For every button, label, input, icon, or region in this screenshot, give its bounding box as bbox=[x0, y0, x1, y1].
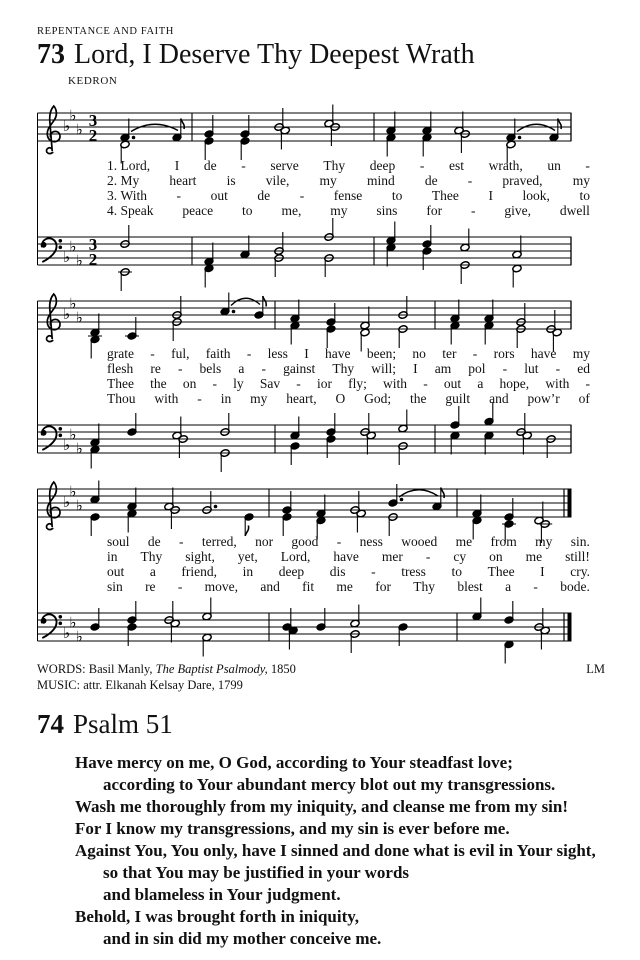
lyric-token: sight, bbox=[185, 549, 215, 564]
lyric-token: - bbox=[533, 579, 538, 594]
lyric-token: Thee bbox=[107, 376, 134, 391]
lyric-token: been; bbox=[366, 346, 397, 361]
lyric-token: God; bbox=[364, 391, 392, 406]
treble-staff-3 bbox=[37, 473, 572, 529]
time-signature-numeral: 3 bbox=[88, 235, 98, 254]
lyric-token: guilt bbox=[445, 391, 471, 406]
bass-staff-1 bbox=[37, 221, 572, 277]
system-left-barline bbox=[37, 301, 38, 453]
lyric-line bbox=[107, 173, 590, 188]
lyric-token: a bbox=[149, 564, 156, 579]
lyric-token: Thee bbox=[431, 188, 459, 203]
lyric-line bbox=[107, 203, 590, 218]
psalm-line: and in sin did my mother conceive me. bbox=[103, 929, 382, 948]
augmentation-dot bbox=[214, 505, 218, 509]
augmentation-dot bbox=[232, 310, 236, 314]
lyric-token: my bbox=[535, 534, 553, 549]
lyric-token: - bbox=[246, 346, 252, 361]
lyric-token: tress bbox=[401, 564, 426, 579]
lyric-token: ed bbox=[577, 361, 590, 376]
lyric-token: heart bbox=[169, 173, 197, 188]
time-signature-numeral: 2 bbox=[88, 126, 98, 145]
lyric-token: - bbox=[585, 158, 590, 173]
lyric-line bbox=[107, 564, 590, 579]
lyric-token: have bbox=[530, 346, 557, 361]
lyric-token: de bbox=[147, 534, 161, 549]
lyric-token: faith bbox=[205, 346, 231, 361]
lyric-token: move, bbox=[204, 579, 239, 594]
lyric-token: wrath, bbox=[488, 158, 523, 173]
augmentation-dot bbox=[518, 136, 522, 140]
lyric-token: a bbox=[477, 376, 484, 391]
flat-sign: ♭ bbox=[69, 482, 77, 501]
lyric-line bbox=[107, 534, 590, 549]
lyric-token: I bbox=[540, 564, 545, 579]
lyric-token: de bbox=[424, 173, 438, 188]
lyric-token: - bbox=[467, 173, 473, 188]
lyric-token: still! bbox=[565, 549, 590, 564]
psalm-line: so that You may be justified in your words bbox=[103, 863, 410, 882]
psalm-line: Against You, You only, have I sinned and done what is evil in Your sight, bbox=[75, 841, 596, 860]
lyric-token: my bbox=[250, 391, 268, 406]
lyric-token: pol bbox=[468, 361, 486, 376]
hymn-header bbox=[37, 26, 605, 87]
lyric-token: will; bbox=[371, 361, 397, 376]
lyric-token: is bbox=[226, 173, 236, 188]
lyric-token: my bbox=[330, 203, 348, 218]
system-left-barline bbox=[37, 113, 38, 265]
lyric-token: ter bbox=[442, 346, 457, 361]
lyric-token: me bbox=[336, 579, 353, 594]
lyric-token: with bbox=[383, 376, 408, 391]
lyric-token: grate bbox=[107, 346, 134, 361]
reading-number: 74 bbox=[37, 709, 64, 739]
psalm-line: Behold, I was brought forth in iniquity, bbox=[75, 907, 360, 926]
lyric-token: serve bbox=[270, 158, 299, 173]
lyric-token: out bbox=[210, 188, 228, 203]
lyric-token: no bbox=[412, 346, 426, 361]
lyric-token: Thy bbox=[413, 579, 436, 594]
music-score bbox=[37, 97, 605, 653]
lyric-token: vile, bbox=[265, 173, 290, 188]
category-header: REPENTANCE AND FAITH bbox=[37, 26, 174, 37]
lyric-token: - bbox=[178, 534, 184, 549]
lyric-token: - bbox=[241, 158, 246, 173]
psalm-line: according to Your abundant mercy blot out my transgressions. bbox=[103, 775, 556, 794]
lyric-token: Thy bbox=[332, 361, 355, 376]
lyric-token: friend, bbox=[181, 564, 218, 579]
lyric-token: the bbox=[150, 376, 167, 391]
lyric-token: cy bbox=[453, 549, 467, 564]
tie-arc bbox=[517, 124, 555, 131]
flat-sign: ♭ bbox=[63, 623, 71, 642]
lyric-token: mind bbox=[366, 173, 395, 188]
bass-staff-3 bbox=[37, 597, 572, 653]
lyric-token: Thy bbox=[323, 158, 346, 173]
lyric-token: lut bbox=[524, 361, 539, 376]
psalm-reading bbox=[37, 708, 605, 950]
flat-sign: ♭ bbox=[63, 435, 71, 454]
lyric-token: - bbox=[177, 361, 183, 376]
lyric-token: sin bbox=[107, 579, 123, 594]
flat-sign: ♭ bbox=[75, 627, 83, 646]
lyric-line bbox=[107, 346, 590, 361]
flat-sign: ♭ bbox=[69, 613, 77, 632]
lyric-token: of bbox=[578, 391, 590, 406]
lyric-token: give, bbox=[504, 203, 532, 218]
lyric-token: O bbox=[335, 391, 346, 406]
words-credit bbox=[37, 661, 296, 677]
lyric-token: yet, bbox=[237, 549, 258, 564]
lyric-token: - bbox=[212, 376, 217, 391]
lyric-token: and bbox=[260, 579, 280, 594]
lyric-token: 3. With bbox=[107, 188, 147, 203]
flat-sign: ♭ bbox=[75, 120, 83, 139]
lyric-token: - bbox=[470, 203, 476, 218]
lyric-token: - bbox=[472, 346, 478, 361]
lyric-token: soul bbox=[107, 534, 130, 549]
tie-arc bbox=[231, 298, 260, 305]
music-system-1 bbox=[37, 97, 605, 277]
augmentation-dot bbox=[132, 136, 136, 140]
lyric-token: in bbox=[107, 549, 118, 564]
lyric-token: est bbox=[448, 158, 464, 173]
lyric-token: gainst bbox=[283, 361, 316, 376]
lyric-token: - bbox=[423, 376, 428, 391]
lyric-token: nor bbox=[255, 534, 274, 549]
lyric-token: un bbox=[547, 158, 561, 173]
hymn-number: 73 bbox=[37, 39, 65, 70]
lyric-token: Sav bbox=[259, 376, 281, 391]
lyric-token: - bbox=[585, 376, 590, 391]
lyric-token: fense bbox=[333, 188, 363, 203]
lyric-token: - bbox=[261, 361, 266, 376]
lyric-token: rors bbox=[493, 346, 515, 361]
lyric-token: I bbox=[413, 361, 418, 376]
lyric-line bbox=[107, 361, 590, 376]
reading-title-line bbox=[37, 708, 605, 740]
flat-sign: ♭ bbox=[63, 247, 71, 266]
treble-staff-1 bbox=[37, 97, 572, 153]
lyric-token: - bbox=[555, 361, 561, 376]
lyric-token: - bbox=[197, 391, 202, 406]
lyric-token: my bbox=[572, 173, 590, 188]
lyric-line bbox=[107, 579, 590, 594]
lyric-token: dis bbox=[329, 564, 346, 579]
lyric-token: me, bbox=[281, 203, 302, 218]
lyric-line bbox=[107, 376, 590, 391]
lyric-token: 1. Lord, bbox=[107, 158, 151, 173]
lyric-token: de bbox=[257, 188, 271, 203]
lyric-line bbox=[107, 158, 590, 173]
lyric-token: mer bbox=[381, 549, 403, 564]
lyric-token: - bbox=[299, 188, 305, 203]
lyric-token: wooed bbox=[401, 534, 438, 549]
hymn-title-line bbox=[37, 39, 605, 71]
lyric-token: - bbox=[419, 158, 425, 173]
music-system-3 bbox=[37, 473, 605, 653]
lyrics-block-2 bbox=[107, 341, 590, 409]
lyric-token: 2. My bbox=[107, 173, 140, 188]
time-signature-numeral: 2 bbox=[88, 250, 98, 269]
flat-sign: ♭ bbox=[75, 496, 83, 515]
flat-sign: ♭ bbox=[63, 304, 71, 323]
lyric-token: I bbox=[304, 346, 309, 361]
lyric-token: de bbox=[203, 158, 217, 173]
lyric-line bbox=[107, 188, 590, 203]
lyric-token: praved, bbox=[502, 173, 543, 188]
lyric-token: 4. Speak bbox=[107, 203, 154, 218]
psalm-line: and blameless in Your judgment. bbox=[103, 885, 341, 904]
lyric-token: I bbox=[174, 158, 180, 173]
lyric-token: Thy bbox=[140, 549, 163, 564]
lyric-token: peace bbox=[182, 203, 214, 218]
psalm-text bbox=[75, 752, 605, 950]
lyric-token: sins bbox=[376, 203, 398, 218]
words-credit-prefix: WORDS: Basil Manly, bbox=[37, 662, 156, 676]
lyric-token: fly; bbox=[348, 376, 367, 391]
lyric-token: sin. bbox=[570, 534, 590, 549]
lyrics-block-1 bbox=[107, 153, 590, 221]
lyric-token: to bbox=[579, 188, 590, 203]
lyric-line bbox=[107, 549, 590, 564]
lyric-token: - bbox=[150, 346, 155, 361]
time-signature-numeral: 3 bbox=[88, 111, 98, 130]
flat-sign: ♭ bbox=[63, 492, 71, 511]
music-system-2 bbox=[37, 285, 605, 465]
lyric-token: Thou bbox=[107, 391, 136, 406]
lyric-token: - bbox=[296, 376, 301, 391]
lyric-token: dwell bbox=[559, 203, 590, 218]
lyric-token: on bbox=[182, 376, 197, 391]
lyric-token: - bbox=[371, 564, 376, 579]
lyric-token: my bbox=[319, 173, 337, 188]
lyric-token: ior bbox=[316, 376, 332, 391]
lyric-token: terred, bbox=[201, 534, 237, 549]
flat-sign: ♭ bbox=[63, 116, 71, 135]
lyric-token: in bbox=[220, 391, 232, 406]
lyric-token: - bbox=[177, 579, 183, 594]
lyric-token: for bbox=[426, 203, 443, 218]
credits bbox=[37, 661, 605, 693]
lyric-token: a bbox=[505, 579, 512, 594]
treble-staff-2 bbox=[37, 285, 572, 341]
hymn-title: Lord, I Deserve Thy Deepest Wrath bbox=[74, 39, 475, 70]
lyric-token: me bbox=[525, 549, 543, 564]
bass-staff-2 bbox=[37, 409, 572, 465]
lyric-token: fit bbox=[302, 579, 315, 594]
lyric-token: good bbox=[291, 534, 319, 549]
lyric-token: a bbox=[238, 361, 245, 376]
lyric-token: - bbox=[336, 534, 342, 549]
augmentation-dot bbox=[400, 498, 404, 502]
lyric-token: hope, bbox=[499, 376, 530, 391]
lyric-token: pow’r bbox=[527, 391, 560, 406]
lyric-token: out bbox=[107, 564, 125, 579]
lyric-token: blest bbox=[457, 579, 483, 594]
psalm-line: Have mercy on me, O God, according to Your steadfast love; bbox=[75, 753, 513, 772]
lyric-token: and bbox=[489, 391, 509, 406]
flat-sign: ♭ bbox=[69, 106, 77, 125]
lyric-token: - bbox=[425, 549, 431, 564]
flat-sign: ♭ bbox=[69, 237, 77, 256]
lyrics-block-3 bbox=[107, 529, 590, 597]
lyric-token: have bbox=[325, 346, 351, 361]
lyric-token: to bbox=[451, 564, 463, 579]
lyric-token: am bbox=[434, 361, 452, 376]
lyric-token: cry. bbox=[570, 564, 590, 579]
flat-sign: ♭ bbox=[75, 439, 83, 458]
meter-label: LM bbox=[586, 662, 605, 676]
lyric-token: for bbox=[375, 579, 391, 594]
lyric-token: with bbox=[545, 376, 570, 391]
lyric-token: in bbox=[242, 564, 254, 579]
psalm-line: For I know my transgressions, and my sin is ever before me. bbox=[75, 819, 510, 838]
lyric-token: me bbox=[455, 534, 473, 549]
final-barline bbox=[568, 489, 572, 517]
lyric-token: to bbox=[391, 188, 403, 203]
lyric-token: bels bbox=[199, 361, 222, 376]
flat-sign: ♭ bbox=[69, 294, 77, 313]
flat-sign: ♭ bbox=[75, 251, 83, 270]
lyric-token: from bbox=[490, 534, 517, 549]
lyric-token: - bbox=[502, 361, 508, 376]
system-left-barline bbox=[37, 489, 38, 641]
final-barline bbox=[568, 613, 572, 641]
lyric-token: I bbox=[488, 188, 493, 203]
words-credit-year: 1850 bbox=[267, 662, 296, 676]
lyric-token: ness bbox=[359, 534, 383, 549]
lyric-token: have bbox=[333, 549, 359, 564]
tune-name: KEDRON bbox=[68, 75, 118, 87]
lyric-token: the bbox=[410, 391, 427, 406]
lyric-token: - bbox=[176, 188, 182, 203]
lyric-token: re bbox=[150, 361, 161, 376]
lyric-token: Lord, bbox=[280, 549, 311, 564]
lyric-token: deep bbox=[369, 158, 396, 173]
lyric-token: on bbox=[489, 549, 503, 564]
lyric-line bbox=[107, 391, 590, 406]
tie-arc bbox=[131, 124, 178, 131]
lyric-token: heart, bbox=[286, 391, 317, 406]
lyric-token: ful, bbox=[171, 346, 190, 361]
flat-sign: ♭ bbox=[69, 425, 77, 444]
lyric-token: bode. bbox=[560, 579, 590, 594]
music-credit: MUSIC: attr. Elkanah Kelsay Dare, 1799 bbox=[37, 678, 243, 692]
lyric-token: with bbox=[154, 391, 179, 406]
lyric-token: my bbox=[572, 346, 590, 361]
flat-sign: ♭ bbox=[75, 308, 83, 327]
lyric-token: ly bbox=[233, 376, 244, 391]
reading-title: Psalm 51 bbox=[73, 709, 173, 739]
lyric-token: to bbox=[242, 203, 253, 218]
lyric-token: flesh bbox=[107, 361, 134, 376]
lyric-token: look, bbox=[522, 188, 550, 203]
psalm-line: Wash me thoroughly from my iniquity, and cleanse me from my sin! bbox=[75, 797, 569, 816]
words-credit-source: The Baptist Psalmody, bbox=[155, 662, 268, 676]
lyric-token: deep bbox=[278, 564, 305, 579]
lyric-token: out bbox=[443, 376, 462, 391]
lyric-token: Thee bbox=[487, 564, 515, 579]
lyric-token: re bbox=[145, 579, 156, 594]
lyric-token: less bbox=[267, 346, 288, 361]
